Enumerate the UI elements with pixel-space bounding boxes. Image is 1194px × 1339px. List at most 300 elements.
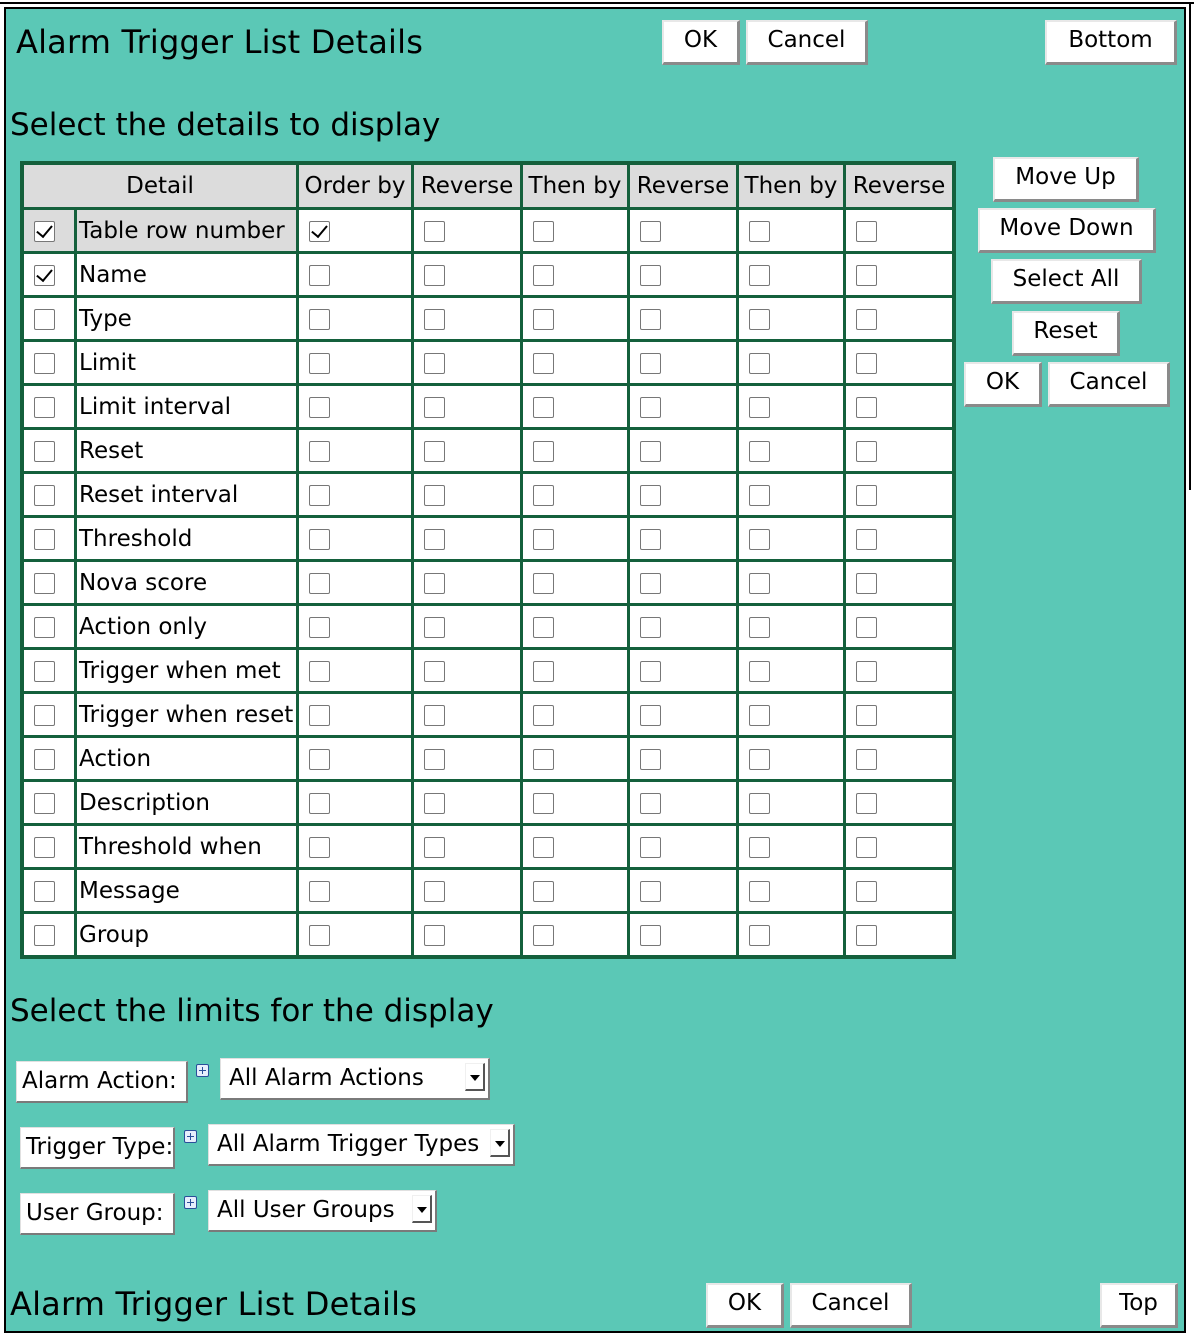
reverse-3-cell bbox=[846, 826, 952, 867]
reverse-1-cell bbox=[414, 826, 520, 867]
then-by-2-cell bbox=[739, 738, 843, 779]
then-by-2-checkbox[interactable] bbox=[749, 705, 770, 726]
table-row bbox=[24, 386, 952, 427]
reverse-2-cell bbox=[630, 430, 736, 471]
reverse-3-cell bbox=[846, 870, 952, 911]
table-row bbox=[24, 694, 952, 735]
chevron-down-icon bbox=[490, 1129, 510, 1157]
reverse-2-checkbox[interactable] bbox=[640, 397, 661, 418]
then-by-1-cell bbox=[523, 606, 627, 647]
detail-select-checkbox[interactable] bbox=[34, 397, 55, 418]
order-by-cell bbox=[299, 650, 411, 691]
order-by-cell bbox=[299, 606, 411, 647]
then-by-1-cell bbox=[523, 210, 627, 251]
reverse-1-checkbox[interactable] bbox=[424, 309, 445, 330]
order-by-cell bbox=[299, 870, 411, 911]
reverse-1-checkbox[interactable] bbox=[424, 617, 445, 638]
order-by-cell bbox=[299, 430, 411, 471]
reverse-2-checkbox[interactable] bbox=[640, 881, 661, 902]
detail-select-checkbox[interactable] bbox=[34, 705, 55, 726]
then-by-1-checkbox[interactable] bbox=[533, 837, 554, 858]
then-by-1-checkbox[interactable] bbox=[533, 617, 554, 638]
then-by-2-cell bbox=[739, 386, 843, 427]
then-by-2-checkbox[interactable] bbox=[749, 397, 770, 418]
column-header-order-by: Order by bbox=[299, 165, 411, 207]
table-row bbox=[24, 254, 952, 295]
detail-select-checkbox[interactable] bbox=[34, 925, 55, 946]
order-by-checkbox[interactable] bbox=[309, 573, 330, 594]
detail-select-checkbox[interactable] bbox=[34, 881, 55, 902]
then-by-2-checkbox[interactable] bbox=[749, 661, 770, 682]
then-by-2-cell bbox=[739, 210, 843, 251]
detail-label: Nova score bbox=[77, 562, 296, 603]
reverse-1-checkbox[interactable] bbox=[424, 793, 445, 814]
reverse-2-checkbox[interactable] bbox=[640, 705, 661, 726]
then-by-2-cell bbox=[739, 870, 843, 911]
reverse-1-cell bbox=[414, 870, 520, 911]
reverse-2-checkbox[interactable] bbox=[640, 441, 661, 462]
trigger-type-select-value: All Alarm Trigger Types bbox=[217, 1131, 480, 1157]
column-header-reverse-3: Reverse bbox=[846, 165, 952, 207]
detail-label: Message bbox=[77, 870, 296, 911]
reverse-1-checkbox[interactable] bbox=[424, 925, 445, 946]
reverse-1-cell bbox=[414, 650, 520, 691]
then-by-2-checkbox[interactable] bbox=[749, 441, 770, 462]
then-by-1-checkbox[interactable] bbox=[533, 705, 554, 726]
detail-label: Trigger when met bbox=[77, 650, 296, 691]
order-by-cell bbox=[299, 826, 411, 867]
column-header-reverse-2: Reverse bbox=[630, 165, 736, 207]
reverse-3-checkbox[interactable] bbox=[856, 705, 877, 726]
detail-select-cell bbox=[24, 562, 74, 603]
user-group-select-value: All User Groups bbox=[217, 1197, 395, 1223]
table-row bbox=[24, 210, 952, 251]
then-by-1-checkbox[interactable] bbox=[533, 397, 554, 418]
then-by-2-checkbox[interactable] bbox=[749, 881, 770, 902]
reverse-3-checkbox[interactable] bbox=[856, 353, 877, 374]
reverse-2-checkbox[interactable] bbox=[640, 837, 661, 858]
order-by-cell bbox=[299, 694, 411, 735]
order-by-cell bbox=[299, 342, 411, 383]
table-row bbox=[24, 782, 952, 823]
then-by-2-cell bbox=[739, 826, 843, 867]
reverse-3-checkbox[interactable] bbox=[856, 397, 877, 418]
reverse-3-checkbox[interactable] bbox=[856, 881, 877, 902]
detail-select-cell bbox=[24, 474, 74, 515]
detail-label: Action only bbox=[77, 606, 296, 647]
reverse-2-cell bbox=[630, 474, 736, 515]
order-by-checkbox[interactable] bbox=[309, 353, 330, 374]
then-by-2-checkbox[interactable] bbox=[749, 221, 770, 242]
then-by-1-cell bbox=[523, 914, 627, 955]
reverse-2-cell bbox=[630, 738, 736, 779]
detail-label: Table row number bbox=[77, 210, 296, 251]
detail-select-checkbox[interactable] bbox=[34, 265, 55, 286]
reverse-1-checkbox[interactable] bbox=[424, 881, 445, 902]
reverse-1-checkbox[interactable] bbox=[424, 837, 445, 858]
reverse-3-checkbox[interactable] bbox=[856, 925, 877, 946]
column-header-then-by-2: Then by bbox=[739, 165, 843, 207]
then-by-1-cell bbox=[523, 430, 627, 471]
page-title: Alarm Trigger List Details bbox=[16, 23, 424, 61]
detail-label: Trigger when reset bbox=[77, 694, 296, 735]
reverse-1-cell bbox=[414, 298, 520, 339]
detail-select-cell bbox=[24, 518, 74, 559]
reverse-3-cell bbox=[846, 254, 952, 295]
then-by-1-checkbox[interactable] bbox=[533, 661, 554, 682]
reverse-2-checkbox[interactable] bbox=[640, 617, 661, 638]
reverse-1-cell bbox=[414, 914, 520, 955]
reverse-2-checkbox[interactable] bbox=[640, 661, 661, 682]
cancel-button-bottom[interactable]: Cancel bbox=[790, 1283, 912, 1328]
order-by-checkbox[interactable] bbox=[309, 881, 330, 902]
then-by-1-checkbox[interactable] bbox=[533, 881, 554, 902]
then-by-1-cell bbox=[523, 386, 627, 427]
then-by-2-checkbox[interactable] bbox=[749, 309, 770, 330]
order-by-checkbox[interactable] bbox=[309, 529, 330, 550]
then-by-1-checkbox[interactable] bbox=[533, 221, 554, 242]
then-by-2-cell bbox=[739, 430, 843, 471]
then-by-1-cell bbox=[523, 826, 627, 867]
bottom-button[interactable]: Bottom bbox=[1045, 20, 1177, 65]
order-by-cell bbox=[299, 518, 411, 559]
detail-label: Action bbox=[77, 738, 296, 779]
reverse-2-cell bbox=[630, 782, 736, 823]
select-all-button[interactable]: Select All bbox=[991, 259, 1142, 304]
alarm-action-select[interactable] bbox=[220, 1058, 490, 1100]
detail-select-cell bbox=[24, 606, 74, 647]
reverse-2-checkbox[interactable] bbox=[640, 793, 661, 814]
then-by-1-cell bbox=[523, 562, 627, 603]
reverse-3-checkbox[interactable] bbox=[856, 837, 877, 858]
reverse-3-cell bbox=[846, 782, 952, 823]
reverse-3-checkbox[interactable] bbox=[856, 749, 877, 770]
then-by-2-cell bbox=[739, 782, 843, 823]
detail-select-cell bbox=[24, 694, 74, 735]
order-by-checkbox[interactable] bbox=[309, 837, 330, 858]
trigger-type-expand-icon[interactable] bbox=[184, 1130, 197, 1143]
alarm-action-expand-icon[interactable] bbox=[196, 1064, 209, 1077]
detail-select-checkbox[interactable] bbox=[34, 485, 55, 506]
user-group-expand-icon[interactable] bbox=[184, 1196, 197, 1209]
table-row bbox=[24, 342, 952, 383]
chevron-down-icon bbox=[412, 1195, 432, 1223]
reverse-2-checkbox[interactable] bbox=[640, 925, 661, 946]
move-up-button[interactable]: Move Up bbox=[993, 157, 1139, 202]
reverse-1-cell bbox=[414, 210, 520, 251]
reverse-3-checkbox[interactable] bbox=[856, 661, 877, 682]
reverse-2-cell bbox=[630, 518, 736, 559]
reverse-2-cell bbox=[630, 298, 736, 339]
details-panel bbox=[4, 7, 1186, 1333]
reverse-3-checkbox[interactable] bbox=[856, 485, 877, 506]
then-by-1-cell bbox=[523, 342, 627, 383]
reverse-1-checkbox[interactable] bbox=[424, 397, 445, 418]
then-by-1-cell bbox=[523, 518, 627, 559]
reverse-1-cell bbox=[414, 254, 520, 295]
detail-select-checkbox[interactable] bbox=[34, 529, 55, 550]
order-by-checkbox[interactable] bbox=[309, 485, 330, 506]
detail-select-cell bbox=[24, 738, 74, 779]
detail-label: Limit bbox=[77, 342, 296, 383]
column-header-then-by-1: Then by bbox=[523, 165, 627, 207]
cancel-button-top[interactable]: Cancel bbox=[746, 20, 868, 65]
order-by-checkbox[interactable] bbox=[309, 397, 330, 418]
order-by-checkbox[interactable] bbox=[309, 705, 330, 726]
table-row bbox=[24, 474, 952, 515]
user-group-label: User Group: bbox=[20, 1193, 175, 1235]
table-row bbox=[24, 870, 952, 911]
then-by-1-cell bbox=[523, 694, 627, 735]
cancel-button-side[interactable]: Cancel bbox=[1048, 362, 1170, 407]
table-row bbox=[24, 738, 952, 779]
then-by-1-cell bbox=[523, 254, 627, 295]
order-by-checkbox[interactable] bbox=[309, 221, 330, 242]
reverse-2-cell bbox=[630, 826, 736, 867]
then-by-2-checkbox[interactable] bbox=[749, 837, 770, 858]
then-by-1-checkbox[interactable] bbox=[533, 441, 554, 462]
then-by-1-cell bbox=[523, 870, 627, 911]
reverse-3-cell bbox=[846, 914, 952, 955]
table-row bbox=[24, 518, 952, 559]
reverse-3-cell bbox=[846, 298, 952, 339]
alarm-action-select-value: All Alarm Actions bbox=[229, 1065, 424, 1091]
order-by-checkbox[interactable] bbox=[309, 749, 330, 770]
ok-button-side[interactable]: OK bbox=[964, 362, 1042, 407]
table-row bbox=[24, 562, 952, 603]
then-by-2-checkbox[interactable] bbox=[749, 485, 770, 506]
then-by-2-checkbox[interactable] bbox=[749, 265, 770, 286]
detail-select-cell bbox=[24, 914, 74, 955]
detail-label: Name bbox=[77, 254, 296, 295]
detail-select-cell bbox=[24, 826, 74, 867]
detail-label: Reset interval bbox=[77, 474, 296, 515]
ok-button-bottom[interactable]: OK bbox=[706, 1283, 784, 1328]
reverse-3-checkbox[interactable] bbox=[856, 573, 877, 594]
reverse-1-checkbox[interactable] bbox=[424, 353, 445, 374]
reverse-2-cell bbox=[630, 254, 736, 295]
reverse-1-cell bbox=[414, 782, 520, 823]
reverse-3-cell bbox=[846, 342, 952, 383]
then-by-2-cell bbox=[739, 254, 843, 295]
order-by-checkbox[interactable] bbox=[309, 925, 330, 946]
then-by-1-checkbox[interactable] bbox=[533, 749, 554, 770]
order-by-checkbox[interactable] bbox=[309, 441, 330, 462]
reverse-2-cell bbox=[630, 342, 736, 383]
order-by-cell bbox=[299, 914, 411, 955]
then-by-2-checkbox[interactable] bbox=[749, 925, 770, 946]
reverse-1-checkbox[interactable] bbox=[424, 221, 445, 242]
reverse-3-cell bbox=[846, 518, 952, 559]
reverse-1-cell bbox=[414, 562, 520, 603]
then-by-1-checkbox[interactable] bbox=[533, 353, 554, 374]
reverse-2-cell bbox=[630, 606, 736, 647]
reverse-3-checkbox[interactable] bbox=[856, 221, 877, 242]
bottom-page-title: Alarm Trigger List Details bbox=[10, 1285, 418, 1323]
table-row bbox=[24, 606, 952, 647]
order-by-checkbox[interactable] bbox=[309, 617, 330, 638]
outer-frame-right bbox=[1189, 4, 1191, 490]
ok-button-top[interactable]: OK bbox=[662, 20, 740, 65]
then-by-2-cell bbox=[739, 694, 843, 735]
order-by-cell bbox=[299, 738, 411, 779]
reverse-2-checkbox[interactable] bbox=[640, 485, 661, 506]
reverse-2-checkbox[interactable] bbox=[640, 749, 661, 770]
detail-select-checkbox[interactable] bbox=[34, 309, 55, 330]
detail-select-checkbox[interactable] bbox=[34, 837, 55, 858]
reverse-1-cell bbox=[414, 430, 520, 471]
reverse-1-cell bbox=[414, 606, 520, 647]
reverse-1-checkbox[interactable] bbox=[424, 441, 445, 462]
detail-select-checkbox[interactable] bbox=[34, 441, 55, 462]
order-by-cell bbox=[299, 562, 411, 603]
details-table-body bbox=[24, 210, 952, 955]
detail-label: Reset bbox=[77, 430, 296, 471]
then-by-1-cell bbox=[523, 782, 627, 823]
table-row bbox=[24, 914, 952, 955]
move-down-button[interactable]: Move Down bbox=[978, 208, 1156, 253]
order-by-checkbox[interactable] bbox=[309, 793, 330, 814]
details-table-header bbox=[24, 165, 952, 207]
then-by-1-cell bbox=[523, 738, 627, 779]
reverse-1-cell bbox=[414, 738, 520, 779]
detail-select-checkbox[interactable] bbox=[34, 617, 55, 638]
reverse-3-cell bbox=[846, 606, 952, 647]
table-row bbox=[24, 650, 952, 691]
detail-select-cell bbox=[24, 254, 74, 295]
reverse-2-cell bbox=[630, 914, 736, 955]
reverse-1-checkbox[interactable] bbox=[424, 661, 445, 682]
order-by-checkbox[interactable] bbox=[309, 661, 330, 682]
then-by-1-checkbox[interactable] bbox=[533, 573, 554, 594]
order-by-cell bbox=[299, 474, 411, 515]
then-by-2-cell bbox=[739, 298, 843, 339]
chevron-down-icon bbox=[465, 1063, 485, 1091]
then-by-2-cell bbox=[739, 562, 843, 603]
reset-button[interactable]: Reset bbox=[1012, 311, 1120, 356]
reverse-1-checkbox[interactable] bbox=[424, 529, 445, 550]
then-by-2-checkbox[interactable] bbox=[749, 353, 770, 374]
reverse-3-checkbox[interactable] bbox=[856, 265, 877, 286]
reverse-3-cell bbox=[846, 650, 952, 691]
reverse-2-cell bbox=[630, 386, 736, 427]
then-by-1-checkbox[interactable] bbox=[533, 309, 554, 330]
detail-label: Limit interval bbox=[77, 386, 296, 427]
then-by-2-cell bbox=[739, 518, 843, 559]
then-by-1-checkbox[interactable] bbox=[533, 529, 554, 550]
then-by-2-cell bbox=[739, 606, 843, 647]
reverse-1-checkbox[interactable] bbox=[424, 485, 445, 506]
details-table bbox=[20, 161, 956, 959]
detail-select-checkbox[interactable] bbox=[34, 661, 55, 682]
column-header-detail: Detail bbox=[24, 165, 296, 207]
detail-select-checkbox[interactable] bbox=[34, 221, 55, 242]
then-by-2-checkbox[interactable] bbox=[749, 529, 770, 550]
reverse-2-cell bbox=[630, 562, 736, 603]
detail-select-checkbox[interactable] bbox=[34, 793, 55, 814]
reverse-1-cell bbox=[414, 342, 520, 383]
details-section-heading: Select the details to display bbox=[10, 107, 441, 143]
reverse-2-checkbox[interactable] bbox=[640, 529, 661, 550]
reverse-3-cell bbox=[846, 694, 952, 735]
trigger-type-label: Trigger Type: bbox=[20, 1127, 175, 1169]
reverse-3-cell bbox=[846, 210, 952, 251]
then-by-1-checkbox[interactable] bbox=[533, 485, 554, 506]
reverse-2-checkbox[interactable] bbox=[640, 353, 661, 374]
order-by-checkbox[interactable] bbox=[309, 265, 330, 286]
reverse-2-cell bbox=[630, 694, 736, 735]
reverse-1-checkbox[interactable] bbox=[424, 749, 445, 770]
then-by-1-checkbox[interactable] bbox=[533, 793, 554, 814]
column-header-reverse-1: Reverse bbox=[414, 165, 520, 207]
reverse-1-checkbox[interactable] bbox=[424, 265, 445, 286]
detail-label: Threshold bbox=[77, 518, 296, 559]
detail-label: Type bbox=[77, 298, 296, 339]
then-by-2-cell bbox=[739, 914, 843, 955]
reverse-3-checkbox[interactable] bbox=[856, 617, 877, 638]
then-by-2-cell bbox=[739, 650, 843, 691]
then-by-2-checkbox[interactable] bbox=[749, 573, 770, 594]
then-by-2-checkbox[interactable] bbox=[749, 749, 770, 770]
alarm-action-label: Alarm Action: bbox=[16, 1061, 188, 1103]
order-by-cell bbox=[299, 254, 411, 295]
reverse-1-checkbox[interactable] bbox=[424, 705, 445, 726]
reverse-2-checkbox[interactable] bbox=[640, 265, 661, 286]
then-by-2-checkbox[interactable] bbox=[749, 617, 770, 638]
limits-section-heading: Select the limits for the display bbox=[10, 993, 494, 1029]
table-row bbox=[24, 826, 952, 867]
detail-select-checkbox[interactable] bbox=[34, 573, 55, 594]
then-by-2-checkbox[interactable] bbox=[749, 793, 770, 814]
table-row bbox=[24, 430, 952, 471]
reverse-2-checkbox[interactable] bbox=[640, 573, 661, 594]
reverse-1-checkbox[interactable] bbox=[424, 573, 445, 594]
top-button[interactable]: Top bbox=[1100, 1283, 1178, 1328]
detail-label: Group bbox=[77, 914, 296, 955]
reverse-3-cell bbox=[846, 386, 952, 427]
user-group-select[interactable] bbox=[208, 1190, 437, 1232]
reverse-3-checkbox[interactable] bbox=[856, 529, 877, 550]
table-row bbox=[24, 298, 952, 339]
detail-select-cell bbox=[24, 650, 74, 691]
reverse-3-cell bbox=[846, 430, 952, 471]
then-by-2-cell bbox=[739, 342, 843, 383]
reverse-2-checkbox[interactable] bbox=[640, 309, 661, 330]
reverse-3-checkbox[interactable] bbox=[856, 309, 877, 330]
reverse-2-checkbox[interactable] bbox=[640, 221, 661, 242]
detail-select-checkbox[interactable] bbox=[34, 749, 55, 770]
reverse-3-checkbox[interactable] bbox=[856, 793, 877, 814]
then-by-1-cell bbox=[523, 650, 627, 691]
order-by-checkbox[interactable] bbox=[309, 309, 330, 330]
reverse-1-cell bbox=[414, 518, 520, 559]
order-by-cell bbox=[299, 782, 411, 823]
then-by-1-checkbox[interactable] bbox=[533, 265, 554, 286]
outer-frame-top bbox=[0, 2, 1194, 4]
then-by-1-cell bbox=[523, 298, 627, 339]
then-by-2-cell bbox=[739, 474, 843, 515]
reverse-3-checkbox[interactable] bbox=[856, 441, 877, 462]
detail-select-checkbox[interactable] bbox=[34, 353, 55, 374]
detail-select-cell bbox=[24, 210, 74, 251]
detail-select-cell bbox=[24, 386, 74, 427]
trigger-type-select[interactable] bbox=[208, 1124, 515, 1166]
then-by-1-cell bbox=[523, 474, 627, 515]
detail-select-cell bbox=[24, 298, 74, 339]
reverse-3-cell bbox=[846, 738, 952, 779]
order-by-cell bbox=[299, 386, 411, 427]
then-by-1-checkbox[interactable] bbox=[533, 925, 554, 946]
